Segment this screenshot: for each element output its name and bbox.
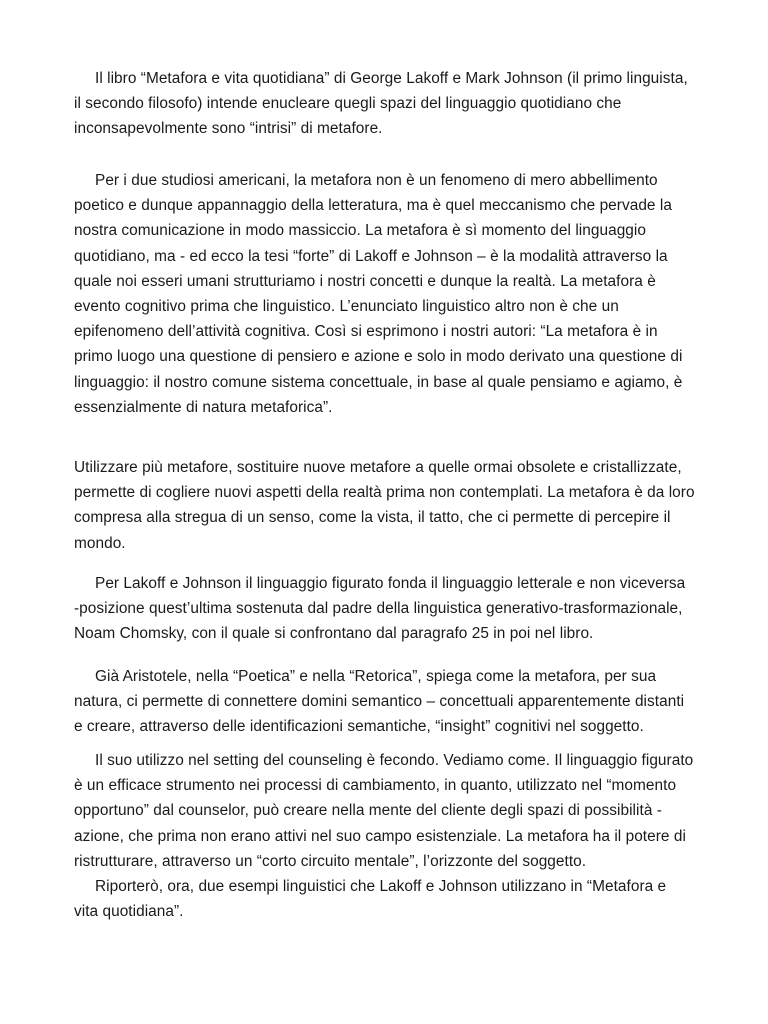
paragraph-metaphor-thesis: Per i due studiosi americani, la metafora non è un fenomeno di mero abbellimento poetico e dunque appannaggio della letteratura, ma è quel meccanismo che pervade la nostra comunicazione in modo massiccio. La metafora è sì momento del linguaggio quotidiano, ma - ed ecco la tesi “forte” di Lakoff e Johnson – è la modalità attraverso la quale noi esseri umani strutturiamo i nostri concetti e dunque la realtà. La metafora è evento cognitivo prima che linguistico. L’enunciato linguistico altro non è che un epifenomeno dell’attività cognitiva. Così si esprimono i nostri autori: “La metafora è in primo luogo una questione di pensiero e azione e solo in modo derivato una questione di linguaggio: il nostro comune sistema concettuale, in base al quale pensiamo e agiamo, è essenzialmente di natura metaforica”. <box>74 172 683 416</box>
paragraph-counseling: Il suo utilizzo nel setting del counseling è fecondo. Vediamo come. Il linguaggio figurato è un efficace strumento nei processi di cambiamento, in quanto, utilizzato nel “momento opportuno” dal counselor, può creare nella mente del cliente degli spazi di possibilità - azione, che prima non erano attivi nel suo campo esistenziale. La metafora ha il potere di ristrutturare, attraverso un “corto circuito mentale”, l’orizzonte del soggetto. <box>74 752 694 870</box>
paragraph-aristotle: Già Aristotele, nella “Poetica” e nella “Retorica”, spiega come la metafora, per sua natura, ci permette di connettere domini semantico – concettuali apparentemente distanti e creare, attraverso delle identificazioni semantiche, “insight” cognitivi nel soggetto. <box>74 668 685 736</box>
paragraph-intro: Il libro “Metafora e vita quotidiana” di George Lakoff e Mark Johnson (il primo linguista, il secondo filosofo) intende enucleare quegli spazi del linguaggio quotidiano che inconsapevolmente sono “intrisi” di metafore. <box>74 70 688 138</box>
paragraph-new-metaphors: Utilizzare più metafore, sostituire nuove metafore a quelle ormai obsolete e cristallizzate, permette di cogliere nuovi aspetti della realtà prima non contemplati. La metafora è da loro compresa alla stregua di un senso, come la vista, il tatto, che ci permette di percepire il mondo. <box>74 459 695 552</box>
paragraph-chomsky: Per Lakoff e Johnson il linguaggio figurato fonda il linguaggio letterale e non viceversa -posizione quest’ultima sostenuta dal padre della linguistica generativo-trasformazionale, Noam Chomsky, con il quale si confrontano dal paragrafo 25 in poi nel libro. <box>74 575 686 643</box>
paragraph-examples-intro: Riporterò, ora, due esempi linguistici che Lakoff e Johnson utilizzano in “Metafora e vita quotidiana”. <box>74 878 667 921</box>
